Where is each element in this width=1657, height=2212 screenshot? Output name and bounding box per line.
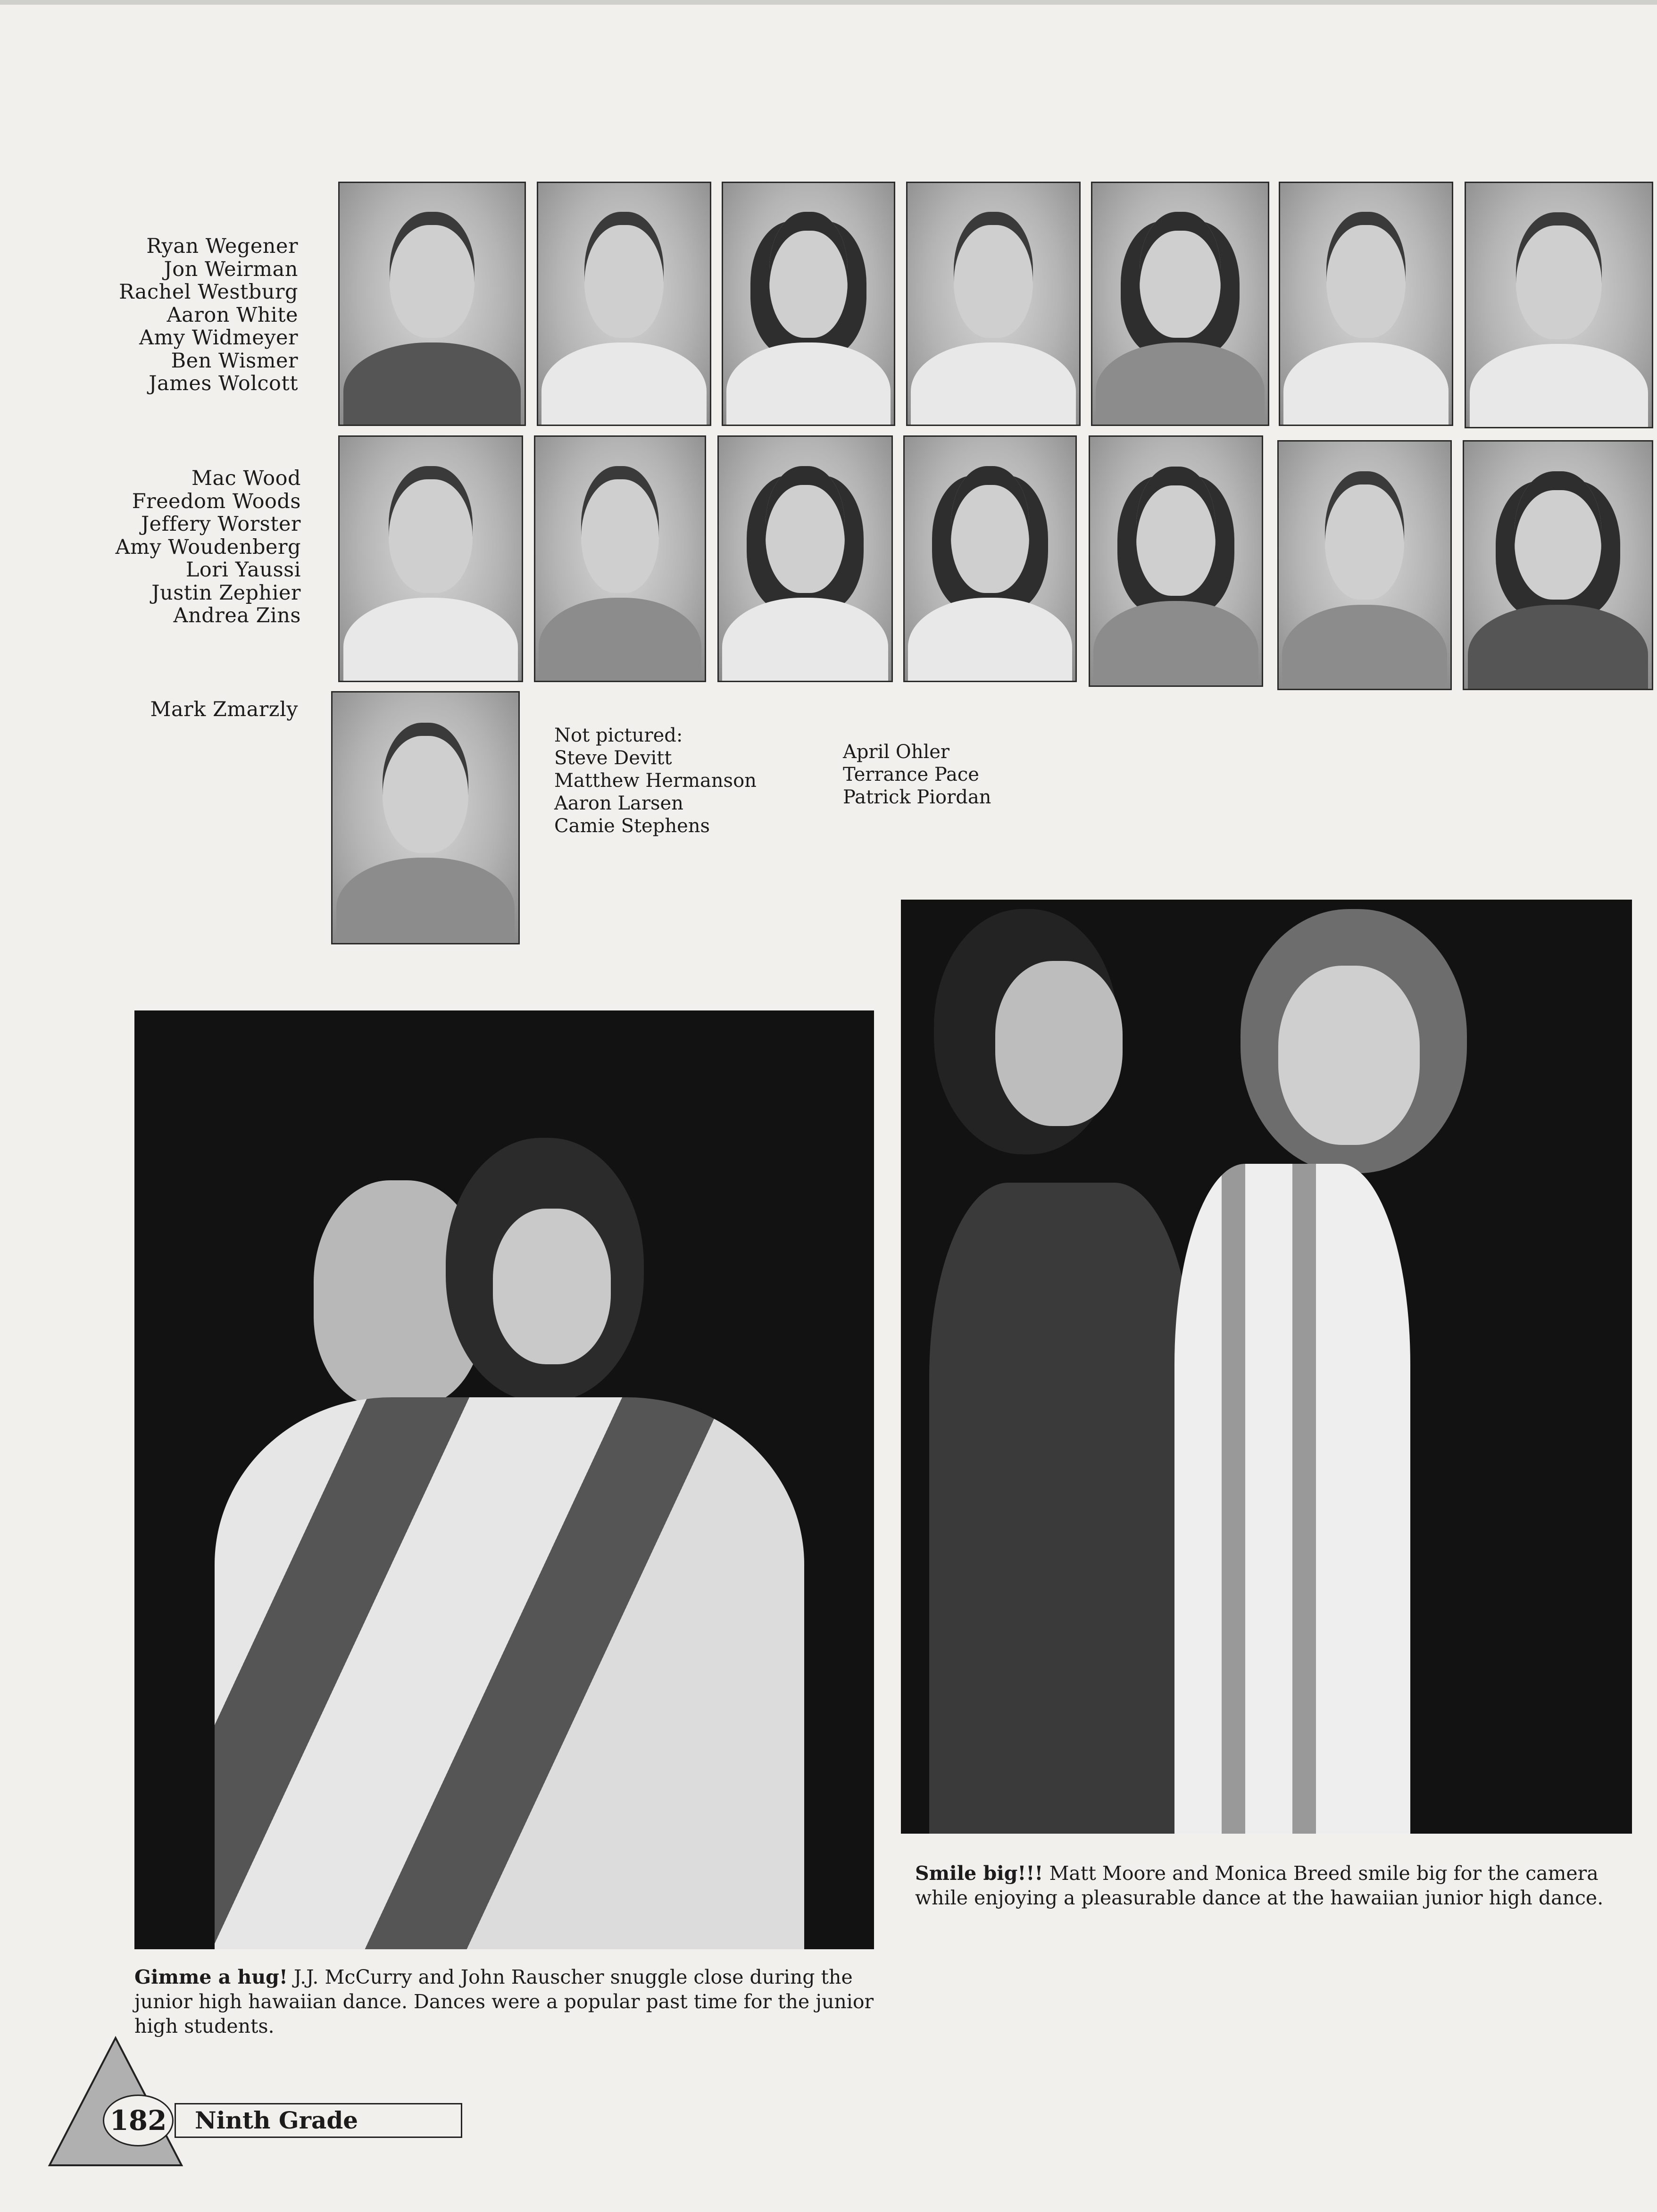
caption-lead: Smile big!!!	[915, 1862, 1043, 1885]
student-name: Amy Widmeyer	[139, 326, 298, 350]
student-name: Mark Zmarzly	[150, 698, 298, 721]
student-name: Jeffery Worster	[141, 512, 301, 536]
student-name: Andrea Zins	[173, 604, 301, 627]
not-pictured-name: Matthew Hermanson	[554, 770, 757, 792]
page-number: 182	[103, 2095, 174, 2146]
caption-lead: Gimme a hug!	[134, 1966, 288, 1988]
student-name: Lori Yaussi	[185, 558, 301, 582]
caption-text: J.J. McCurry and John Rauscher snuggle close during the junior high hawaiian dance. Dances were a popular past time for the junior high students.	[134, 1966, 874, 2037]
caption-right	[915, 1861, 1613, 1910]
portrait-photo	[534, 435, 706, 682]
dance-photo-left	[134, 1010, 874, 1949]
portrait-photo	[1279, 182, 1453, 426]
portrait-photo	[722, 182, 895, 426]
not-pictured-name: Terrance Pace	[843, 764, 979, 785]
portrait-photo	[1277, 440, 1452, 690]
student-name: Freedom Woods	[132, 489, 301, 513]
student-name: Amy Woudenberg	[115, 535, 301, 559]
not-pictured-name: Camie Stephens	[554, 815, 710, 837]
not-pictured-name: Steve Devitt	[554, 747, 672, 769]
portrait-photo	[537, 182, 711, 426]
portrait-photo	[1463, 440, 1653, 690]
student-name: Rachel Westburg	[119, 280, 298, 304]
portrait-photo	[1091, 182, 1269, 426]
not-pictured-name: Aaron Larsen	[554, 793, 683, 814]
portrait-photo	[717, 435, 893, 682]
portrait-photo	[331, 691, 520, 944]
student-name: Ben Wismer	[171, 349, 298, 373]
portrait-photo	[1465, 182, 1653, 428]
caption-left	[134, 1965, 874, 2038]
not-pictured-heading: Not pictured:	[554, 725, 683, 746]
page-corner-triangle-icon	[45, 2028, 186, 2170]
portrait-photo	[338, 182, 526, 426]
student-name: James Wolcott	[149, 372, 298, 395]
name-list-row-2	[85, 467, 301, 627]
portrait-photo	[903, 435, 1077, 682]
student-name: Aaron White	[167, 303, 298, 327]
portrait-photo	[1089, 435, 1263, 687]
dance-photo-right	[901, 900, 1632, 1834]
portrait-photo	[906, 182, 1081, 426]
student-name: Ryan Wegener	[146, 234, 298, 258]
caption-text: Matt Moore and Monica Breed smile big for the camera while enjoying a pleasurable dance at the hawaiian junior high dance.	[915, 1862, 1604, 1909]
not-pictured-list	[554, 724, 757, 837]
not-pictured-name: Patrick Piordan	[843, 786, 991, 808]
name-list-row-3	[85, 698, 298, 721]
name-list-row-1	[85, 235, 298, 395]
student-name: Jon Weirman	[164, 257, 298, 281]
section-label: Ninth Grade	[175, 2103, 462, 2138]
not-pictured-list-2	[843, 741, 991, 809]
top-rule	[0, 0, 1657, 5]
student-name: Mac Wood	[192, 467, 301, 490]
student-name: Justin Zephier	[151, 581, 301, 605]
portrait-photo	[338, 435, 523, 682]
not-pictured-name: April Ohler	[843, 741, 950, 763]
